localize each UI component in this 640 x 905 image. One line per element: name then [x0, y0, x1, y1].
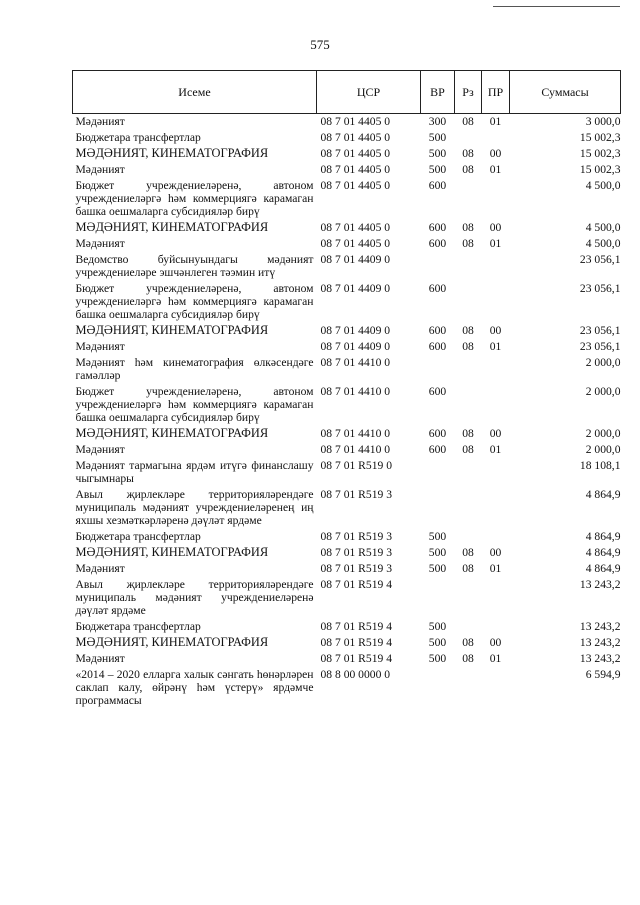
table-row	[73, 426, 621, 442]
cell-csr: 08 7 01 4409 0	[320, 282, 391, 295]
cell-pr	[482, 178, 510, 220]
cell-sum: 23 056,1	[579, 340, 621, 353]
cell-rz: 08	[462, 443, 474, 456]
cell-name: МӘДӘНИЯТ, КИНЕМАТОГРАФИЯ	[75, 323, 269, 337]
cell-vr: 500	[428, 131, 447, 144]
cell-rz: 08	[462, 427, 474, 440]
cell-pr	[482, 487, 510, 529]
cell-csr: 08 7 01 4405 0	[320, 115, 391, 128]
cell-csr: 08 7 01 R519 3	[320, 546, 392, 559]
cell-csr: 08 7 01 R519 4	[320, 652, 392, 665]
cell-vr: 300	[428, 115, 447, 128]
cell-vr: 500	[428, 546, 447, 559]
table-row	[73, 635, 621, 651]
cell-name: Мәдәният	[75, 652, 125, 665]
cell-rz	[455, 178, 482, 220]
cell-csr: 08 7 01 4410 0	[320, 385, 391, 398]
table-row	[73, 577, 621, 619]
cell-rz: 08	[462, 636, 474, 649]
cell-name: МӘДӘНИЯТ, КИНЕМАТОГРАФИЯ	[75, 545, 269, 559]
cell-pr: 00	[489, 636, 502, 649]
table-row	[73, 146, 621, 162]
table-row	[73, 529, 621, 545]
cell-sum: 2 000,0	[585, 385, 621, 398]
cell-rz	[455, 384, 482, 426]
table-row	[73, 667, 621, 709]
cell-csr: 08 7 01 R519 0	[320, 459, 392, 472]
cell-csr: 08 7 01 R519 3	[320, 530, 392, 543]
table-body	[73, 114, 621, 710]
table-row	[73, 281, 621, 323]
cell-sum: 4 500,0	[585, 221, 621, 234]
cell-sum: 13 243,2	[579, 652, 621, 665]
cell-name: Мәдәният тармагына ярдәм итүгә финанслашу чыгымнары	[75, 459, 314, 485]
cell-sum: 4 864,9	[585, 546, 621, 559]
cell-sum: 3 000,0	[585, 115, 621, 128]
cell-name: Авыл җирлекләре территорияләрендәге муниципаль мәдәният учреждениеләренә дәүләт ярдәме	[75, 578, 314, 617]
cell-vr: 600	[428, 340, 447, 353]
cell-name: Мәдәният	[75, 443, 125, 456]
cell-rz: 08	[462, 237, 474, 250]
cell-rz	[455, 667, 482, 709]
header-rz: Рз	[455, 71, 482, 114]
cell-csr: 08 7 01 R519 4	[320, 636, 392, 649]
cell-sum: 23 056,1	[579, 253, 621, 266]
cell-csr: 08 8 00 0000 0	[320, 668, 391, 681]
cell-name: МӘДӘНИЯТ, КИНЕМАТОГРАФИЯ	[75, 146, 269, 160]
cell-csr: 08 7 01 4410 0	[320, 443, 391, 456]
cell-vr: 600	[428, 385, 447, 398]
cell-pr: 00	[489, 427, 502, 440]
cell-pr: 01	[489, 340, 502, 353]
cell-csr: 08 7 01 R519 3	[320, 562, 392, 575]
cell-vr: 500	[428, 652, 447, 665]
cell-name: Мәдәният	[75, 340, 125, 353]
cell-name: МӘДӘНИЯТ, КИНЕМАТОГРАФИЯ	[75, 220, 269, 234]
cell-rz: 08	[462, 546, 474, 559]
cell-sum: 13 243,2	[579, 636, 621, 649]
cell-vr: 500	[428, 620, 447, 633]
cell-sum: 23 056,1	[579, 282, 621, 295]
header-name: Исеме	[73, 71, 317, 114]
cell-pr: 00	[489, 147, 502, 160]
cell-csr: 08 7 01 R519 4	[320, 578, 392, 591]
cell-rz	[455, 458, 482, 487]
cell-pr: 01	[489, 237, 502, 250]
cell-vr	[421, 577, 455, 619]
cell-pr: 00	[489, 546, 502, 559]
cell-csr: 08 7 01 R519 4	[320, 620, 392, 633]
cell-vr: 600	[428, 237, 447, 250]
cell-name: Бюджет учреждениеләренә, автоном учреждениеләргә һәм коммерциягә карамаган башка оешмаларга субсидияләр бирү	[75, 385, 314, 424]
cell-pr	[482, 355, 510, 384]
cell-name: Бюджетара трансфертлар	[75, 620, 201, 633]
cell-name: «2014 – 2020 елларга халык сәнгать һөнәрләрен саклап калу, өйрәнү һәм үстерү» ярдәмче программасы	[75, 668, 314, 707]
cell-name: Мәдәният	[75, 163, 125, 176]
cell-vr	[421, 355, 455, 384]
cell-pr	[482, 458, 510, 487]
cell-vr: 600	[428, 443, 447, 456]
cell-vr: 500	[428, 562, 447, 575]
cell-sum: 4 500,0	[585, 179, 621, 192]
cell-sum: 13 243,2	[579, 578, 621, 591]
cell-name: Авыл җирлекләре территорияләрендәге муниципаль мәдәният учреждениеләренең иң яхшы хезмәткәрләренә дәүләт ярдәме	[75, 488, 314, 527]
cell-pr	[482, 252, 510, 281]
header-sum: Суммасы	[510, 71, 621, 114]
table-row	[73, 323, 621, 339]
cell-sum: 23 056,1	[579, 324, 621, 337]
table-row	[73, 220, 621, 236]
table-row	[73, 442, 621, 458]
cell-csr: 08 7 01 4405 0	[320, 179, 391, 192]
cell-vr: 600	[428, 427, 447, 440]
cell-pr: 01	[489, 115, 502, 128]
cell-rz	[455, 281, 482, 323]
cell-sum: 13 243,2	[579, 620, 621, 633]
cell-csr: 08 7 01 4405 0	[320, 237, 391, 250]
cell-pr	[482, 281, 510, 323]
cell-name: МӘДӘНИЯТ, КИНЕМАТОГРАФИЯ	[75, 635, 269, 649]
table-row	[73, 651, 621, 667]
header-pr: ПР	[482, 71, 510, 114]
table-row	[73, 236, 621, 252]
cell-pr: 01	[489, 443, 502, 456]
cell-sum: 4 864,9	[585, 562, 621, 575]
cell-name: Бюджетара трансфертлар	[75, 530, 201, 543]
cell-pr	[482, 384, 510, 426]
cell-pr: 01	[489, 652, 502, 665]
cell-vr: 500	[428, 163, 447, 176]
cell-rz	[455, 487, 482, 529]
cell-rz: 08	[462, 340, 474, 353]
cell-sum: 15 002,3	[579, 147, 621, 160]
cell-name: Мәдәният	[75, 237, 125, 250]
cell-vr: 500	[428, 147, 447, 160]
cell-pr	[482, 619, 510, 635]
table-row	[73, 355, 621, 384]
cell-rz	[455, 252, 482, 281]
header-vr: ВР	[421, 71, 455, 114]
cell-pr: 00	[489, 324, 502, 337]
cell-vr: 600	[428, 324, 447, 337]
cell-vr	[421, 487, 455, 529]
page-number: 575	[310, 37, 330, 52]
table-row	[73, 384, 621, 426]
cell-name: Бюджет учреждениеләренә, автоном учреждениеләргә һәм коммерциягә карамаган башка оешмаларга субсидияләр бирү	[75, 179, 314, 218]
cell-csr: 08 7 01 R519 3	[320, 488, 392, 501]
cell-csr: 08 7 01 4405 0	[320, 147, 391, 160]
cell-pr: 01	[489, 163, 502, 176]
table-row	[73, 130, 621, 146]
top-rule	[493, 6, 620, 7]
cell-rz: 08	[462, 147, 474, 160]
table-header	[73, 71, 621, 114]
table-row	[73, 545, 621, 561]
cell-csr: 08 7 01 4405 0	[320, 131, 391, 144]
cell-rz: 08	[462, 163, 474, 176]
table-row	[73, 339, 621, 355]
cell-pr	[482, 577, 510, 619]
cell-vr: 600	[428, 179, 447, 192]
cell-pr: 00	[489, 221, 502, 234]
cell-csr: 08 7 01 4405 0	[320, 163, 391, 176]
cell-rz	[455, 619, 482, 635]
cell-rz: 08	[462, 324, 474, 337]
cell-pr: 01	[489, 562, 502, 575]
cell-sum: 15 002,3	[579, 131, 621, 144]
cell-rz	[455, 577, 482, 619]
cell-rz	[455, 355, 482, 384]
cell-csr: 08 7 01 4405 0	[320, 221, 391, 234]
cell-vr: 500	[428, 530, 447, 543]
cell-sum: 18 108,1	[579, 459, 621, 472]
cell-rz	[455, 529, 482, 545]
cell-name: Бюджет учреждениеләренә, автоном учреждениеләргә һәм коммерциягә карамаган башка оешмаларга субсидияләр бирү	[75, 282, 314, 321]
cell-rz: 08	[462, 115, 474, 128]
cell-sum: 4 864,9	[585, 530, 621, 543]
table-row	[73, 252, 621, 281]
cell-sum: 2 000,0	[585, 443, 621, 456]
cell-vr: 600	[428, 282, 447, 295]
cell-sum: 15 002,3	[579, 163, 621, 176]
table-row	[73, 114, 621, 131]
cell-csr: 08 7 01 4409 0	[320, 340, 391, 353]
cell-vr	[421, 667, 455, 709]
table-row	[73, 162, 621, 178]
cell-name: МӘДӘНИЯТ, КИНЕМАТОГРАФИЯ	[75, 426, 269, 440]
cell-name: Мәдәният һәм кинематография өлкәсендәге гамәлләр	[75, 356, 314, 382]
cell-pr	[482, 529, 510, 545]
cell-sum: 2 000,0	[585, 356, 621, 369]
cell-sum: 2 000,0	[585, 427, 621, 440]
cell-name: Мәдәният	[75, 562, 125, 575]
cell-csr: 08 7 01 4410 0	[320, 427, 391, 440]
cell-vr	[421, 252, 455, 281]
cell-name: Мәдәният	[75, 115, 125, 128]
cell-rz: 08	[462, 221, 474, 234]
table-row	[73, 458, 621, 487]
cell-pr	[482, 130, 510, 146]
cell-csr: 08 7 01 4409 0	[320, 324, 391, 337]
table-row	[73, 178, 621, 220]
cell-vr: 600	[428, 221, 447, 234]
cell-rz: 08	[462, 562, 474, 575]
cell-csr: 08 7 01 4410 0	[320, 356, 391, 369]
cell-name: Ведомство буйсынуындагы мәдәният учреждениеләре эшчәнлеген тәэмин итү	[75, 253, 314, 279]
cell-name: Бюджетара трансфертлар	[75, 131, 201, 144]
cell-csr: 08 7 01 4409 0	[320, 253, 391, 266]
budget-table	[72, 70, 621, 709]
header-csr: ЦСР	[317, 71, 421, 114]
cell-sum: 6 594,9	[585, 668, 621, 681]
cell-vr	[421, 458, 455, 487]
cell-pr	[482, 667, 510, 709]
cell-sum: 4 864,9	[585, 488, 621, 501]
table-row	[73, 619, 621, 635]
cell-vr: 500	[428, 636, 447, 649]
cell-rz	[455, 130, 482, 146]
cell-rz: 08	[462, 652, 474, 665]
table-row	[73, 561, 621, 577]
cell-sum: 4 500,0	[585, 237, 621, 250]
table-row	[73, 487, 621, 529]
